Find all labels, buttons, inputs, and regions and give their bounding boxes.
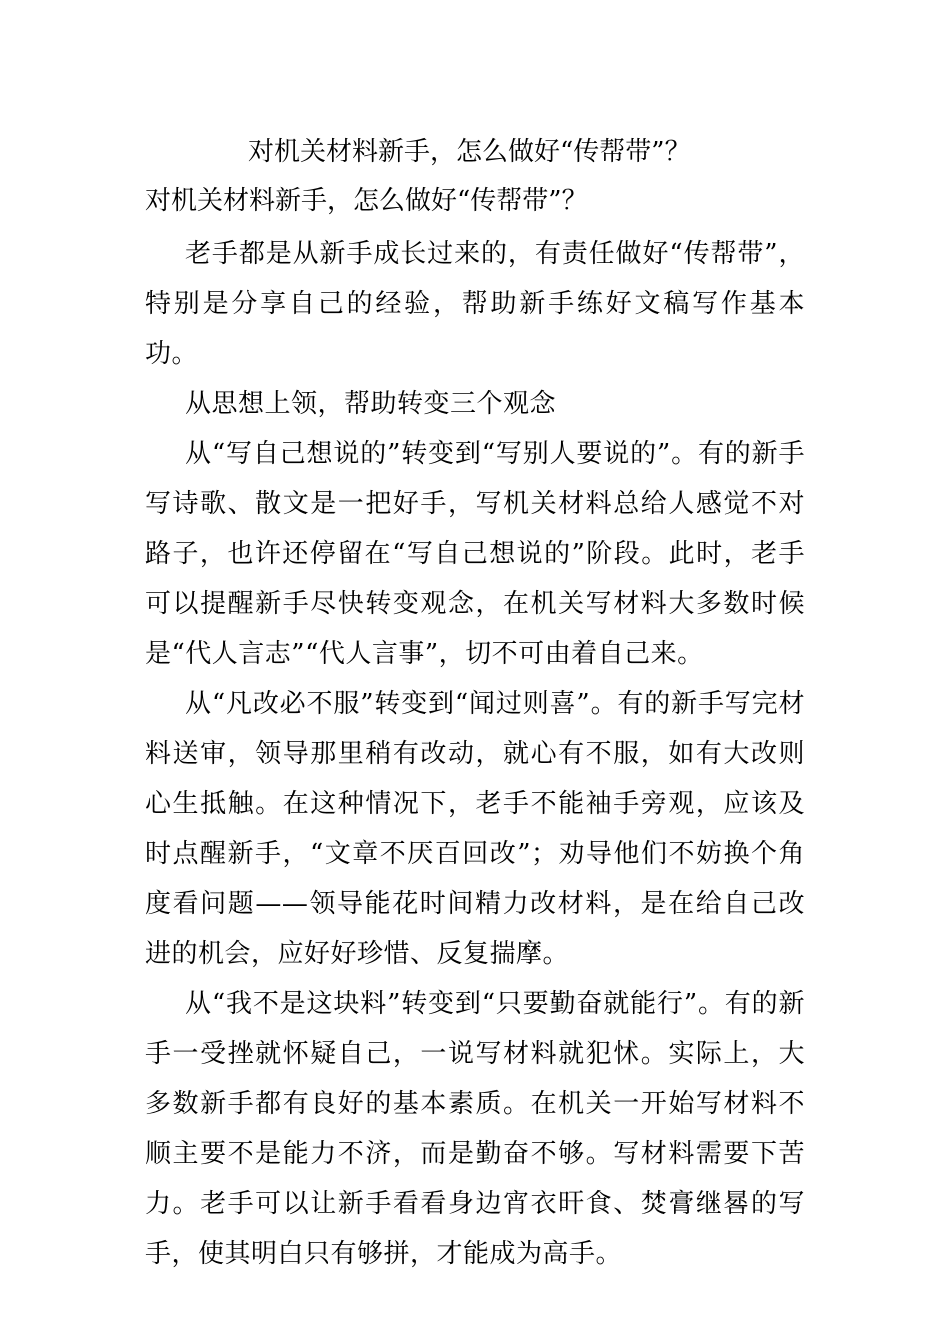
document-subtitle: 对机关材料新手，怎么做好“传帮带”？	[145, 186, 588, 216]
paragraph-concept-2: 从“凡改必不服”转变到“闻过则喜”。有的新手写完材料送审，领导那里稍有改动，就心有不服，如有大改则心生抵触。在这种情况下，老手不能袖手旁观，应该及时点醒新手，“文章不厌百回改”；劝导他们不妨换个角度看问题——领导能花时间精力改材料，是在给自己改进的机会，应好好珍惜、反复揣摩。	[145, 689, 805, 969]
paragraph-concept-3: 从“我不是这块料”转变到“只要勤奋就能行”。有的新手一受挫就怀疑自己，一说写材料就犯怵。实际上，大多数新手都有良好的基本素质。在机关一开始写材料不顺主要不是能力不济，而是勤奋不够。写材料需要下苦力。老手可以让新手看看身边宵衣旰食、焚膏继晷的写手，使其明白只有够拼，才能成为高手。	[145, 989, 805, 1269]
document-body	[145, 229, 805, 1279]
paragraph-intro: 老手都是从新手成长过来的，有责任做好“传帮带”，特别是分享自己的经验，帮助新手练好文稿写作基本功。	[145, 239, 805, 369]
paragraph-concept-1: 从“写自己想说的”转变到“写别人要说的”。有的新手写诗歌、散文是一把好手，写机关材料总给人感觉不对路子，也许还停留在“写自己想说的”阶段。此时，老手可以提醒新手尽快转变观念，在机关写材料大多数时候是“代人言志”“代人言事”，切不可由着自己来。	[145, 439, 805, 669]
section-heading: 从思想上领，帮助转变三个观念	[185, 389, 557, 419]
document-title: 对机关材料新手，怎么做好“传帮带”？	[248, 137, 691, 167]
